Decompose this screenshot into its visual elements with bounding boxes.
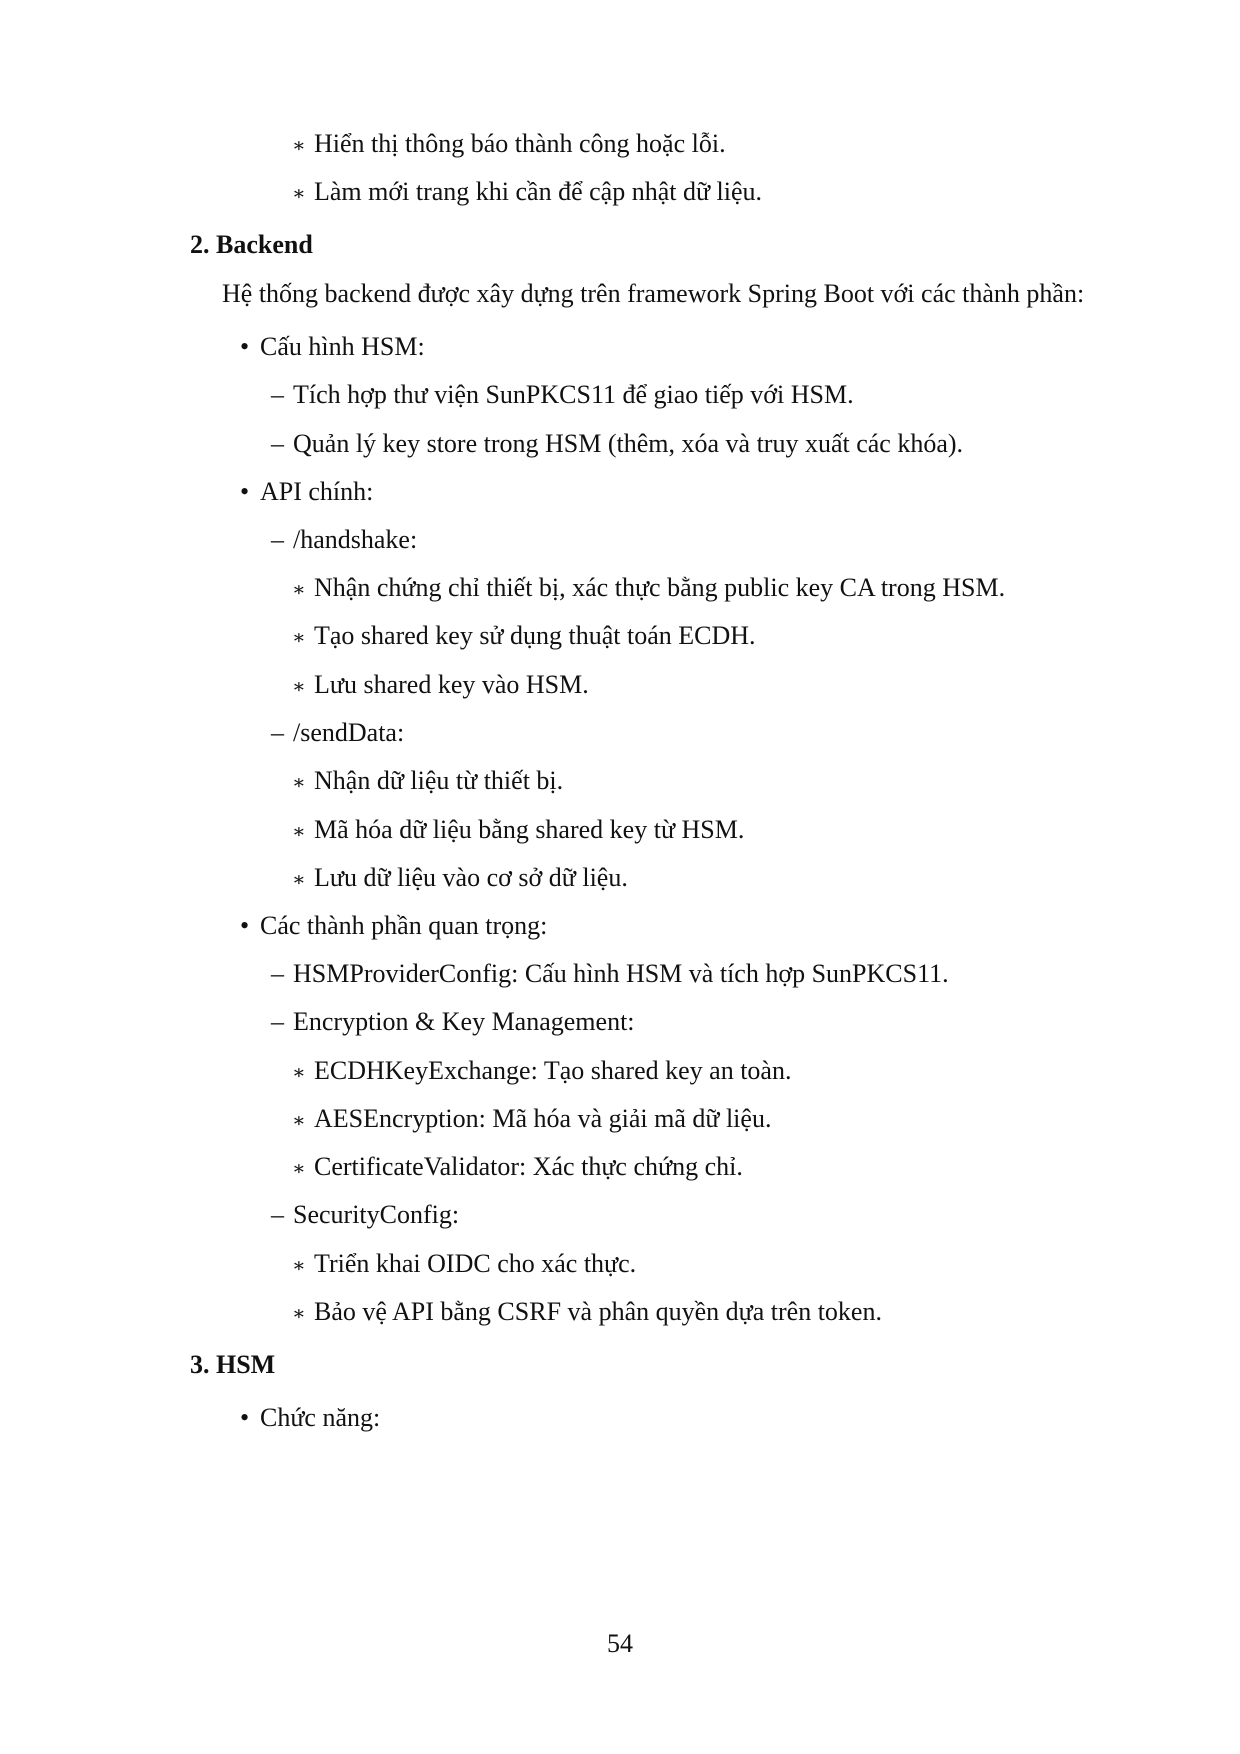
- list-item: [271, 1199, 459, 1231]
- list-item-text: Mã hóa dữ liệu bằng shared key từ HSM.: [314, 815, 745, 844]
- list-item-text: AESEncryption: Mã hóa và giải mã dữ liệu.: [314, 1104, 772, 1133]
- dash-marker: –: [271, 429, 284, 458]
- dash-marker: –: [271, 380, 284, 409]
- star-marker: ∗: [292, 869, 306, 891]
- star-marker: ∗: [292, 676, 306, 698]
- star-marker: ∗: [292, 821, 306, 843]
- bullet-marker: •: [240, 477, 250, 506]
- list-item: [240, 476, 373, 508]
- list-item-text: Bảo vệ API bằng CSRF và phân quyền dựa trên token.: [314, 1297, 882, 1326]
- list-item-text: /sendData:: [293, 718, 405, 747]
- star-marker: ∗: [292, 1062, 306, 1084]
- dash-marker: –: [271, 718, 284, 747]
- bullet-marker: •: [240, 911, 250, 940]
- list-item-text: Tích hợp thư viện SunPKCS11 để giao tiếp với HSM.: [293, 380, 854, 409]
- list-item-text: Các thành phần quan trọng:: [260, 911, 548, 940]
- list-item-text: Lưu shared key vào HSM.: [314, 670, 589, 699]
- list-item: [271, 524, 417, 556]
- star-marker: ∗: [292, 135, 306, 157]
- list-item: [292, 620, 756, 654]
- list-item: [271, 717, 404, 749]
- list-item: [292, 176, 762, 210]
- dash-marker: –: [271, 1200, 284, 1229]
- bullet-marker: •: [240, 332, 250, 361]
- list-item: [271, 428, 963, 460]
- list-item-text: API chính:: [260, 477, 374, 506]
- list-item-text: Tạo shared key sử dụng thuật toán ECDH.: [314, 621, 756, 650]
- list-item-text: Triển khai OIDC cho xác thực.: [314, 1249, 637, 1278]
- dash-marker: –: [271, 959, 284, 988]
- list-item: [292, 1055, 791, 1089]
- list-item-text: SecurityConfig:: [293, 1200, 460, 1229]
- section-heading: 2. Backend: [190, 230, 313, 259]
- list-item: [292, 1103, 771, 1137]
- list-item: [240, 910, 547, 942]
- list-item-text: ECDHKeyExchange: Tạo shared key an toàn.: [314, 1056, 792, 1085]
- list-item-text: Hiển thị thông báo thành công hoặc lỗi.: [314, 129, 726, 158]
- list-item-text: /handshake:: [293, 525, 418, 554]
- bullet-marker: •: [240, 1403, 250, 1432]
- dash-marker: –: [271, 525, 284, 554]
- list-item: [271, 958, 949, 990]
- star-marker: ∗: [292, 183, 306, 205]
- list-item: [292, 1248, 636, 1282]
- list-item-text: CertificateValidator: Xác thực chứng chỉ.: [314, 1152, 743, 1181]
- list-item: [292, 1151, 743, 1185]
- star-marker: ∗: [292, 579, 306, 601]
- list-item-text: Chức năng:: [260, 1403, 381, 1432]
- star-marker: ∗: [292, 1158, 306, 1180]
- star-marker: ∗: [292, 1255, 306, 1277]
- star-marker: ∗: [292, 1110, 306, 1132]
- list-item: [271, 379, 854, 411]
- star-marker: ∗: [292, 1303, 306, 1325]
- list-item-text: Cấu hình HSM:: [260, 332, 425, 361]
- list-item: [292, 1296, 882, 1330]
- star-marker: ∗: [292, 627, 306, 649]
- list-item-text: Nhận dữ liệu từ thiết bị.: [314, 766, 564, 795]
- list-item: [292, 814, 744, 848]
- section-heading: 3. HSM: [190, 1350, 276, 1379]
- list-item-text: Encryption & Key Management:: [293, 1007, 635, 1036]
- list-item-text: Quản lý key store trong HSM (thêm, xóa và truy xuất các khóa).: [293, 429, 964, 458]
- list-item-text: Làm mới trang khi cần để cập nhật dữ liệu.: [314, 177, 763, 206]
- list-item: [292, 669, 589, 703]
- list-item: [292, 572, 1005, 606]
- page-number: 54: [607, 1629, 633, 1658]
- dash-marker: –: [271, 1007, 284, 1036]
- list-item: [271, 1006, 635, 1038]
- list-item: [240, 1402, 380, 1434]
- list-item-text: Nhận chứng chỉ thiết bị, xác thực bằng public key CA trong HSM.: [314, 573, 1006, 602]
- list-item: [292, 862, 628, 896]
- list-item: [292, 128, 726, 162]
- star-marker: ∗: [292, 772, 306, 794]
- paragraph: Hệ thống backend được xây dựng trên framework Spring Boot với các thành phần:: [222, 279, 1085, 308]
- list-item-text: Lưu dữ liệu vào cơ sở dữ liệu.: [314, 863, 628, 892]
- list-item: [240, 331, 425, 363]
- list-item-text: HSMProviderConfig: Cấu hình HSM và tích hợp SunPKCS11.: [293, 959, 949, 988]
- list-item: [292, 765, 563, 799]
